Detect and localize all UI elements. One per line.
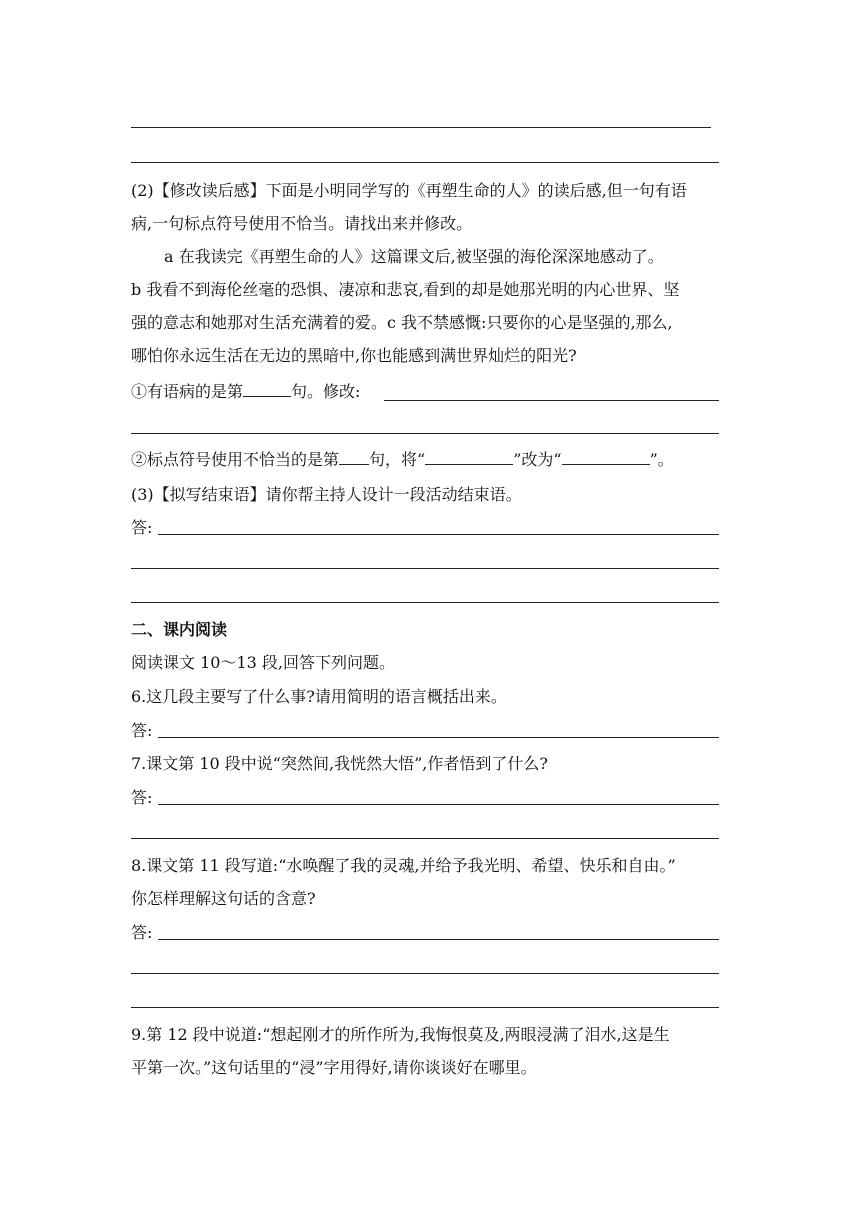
q3-prompt: (3)【拟写结束语】请你帮主持人设计一段活动结束语。 [131,485,522,504]
sentence-blank[interactable] [243,381,291,397]
q8-answer-label: 答: [131,923,153,942]
sentence-blank[interactable] [339,449,369,465]
q2-passage-line1: a 在我读完《再塑生命的人》这篇课文后,被坚强的海伦深深地感动了。 [164,247,664,266]
q6-answer-label: 答: [131,721,153,740]
q9-prompt-line2: 平第一次。”这句话里的“浸”字用得好,请你谈谈好在哪里。 [131,1058,537,1077]
answer-line[interactable] [131,1007,719,1008]
q2-prompt-line2: 病,一句标点符号使用不恰当。请找出来并修改。 [131,214,473,233]
q7-answer-label: 答: [131,788,153,807]
answer-line[interactable] [131,127,711,128]
q2-sub2-end: ”。 [649,450,674,469]
q2-sub2-mid: 句，将“ [369,450,426,469]
section-intro: 阅读课文 10～13 段,回答下列问题。 [131,653,395,672]
q6-prompt: 6.这几段主要写了什么事?请用简明的语言概括出来。 [131,687,507,706]
answer-line[interactable] [384,400,719,401]
q8-prompt-line2: 你怎样理解这句话的含意? [131,889,316,908]
new-punct-blank[interactable] [562,449,650,465]
answer-line[interactable] [158,737,719,738]
answer-line[interactable] [158,939,719,940]
section-heading: 二、课内阅读 [131,620,228,639]
q2-sub2-change: ”改为“ [513,450,562,469]
q2-sub1 [131,381,360,403]
q9-prompt-line1: 9.第 12 段中说道:“想起刚才的所作所为,我悔恨莫及,两眼浸满了泪水,这是生 [131,1025,670,1044]
q2-prompt-line1: (2)【修改读后感】下面是小明同学写的《再塑生命的人》的读后感,但一句有语 [131,181,687,200]
answer-line[interactable] [131,602,719,603]
q8-prompt-line1: 8.课文第 11 段写道:“水唤醒了我的灵魂,并给予我光明、希望、快乐和自由。” [131,856,676,875]
q3-answer-label: 答: [131,518,153,537]
q2-passage-line3: 强的意志和她那对生活充满着的爱。c 我不禁感慨:只要你的心是坚强的,那么, [131,313,673,332]
q2-passage-line2: b 我看不到海伦丝毫的恐惧、凄凉和悲哀,看到的却是她那光明的内心世界、坚 [131,280,680,299]
original-punct-blank[interactable] [425,449,513,465]
answer-line[interactable] [131,162,719,163]
q2-sub1-fix-label: 句。修改: [291,382,361,401]
answer-line[interactable] [131,973,719,974]
q2-sub1-label: ①有语病的是第 [131,382,244,401]
q2-sub2-label: ②标点符号使用不恰当的是第 [131,450,340,469]
q2-sub2 [131,449,674,471]
answer-line[interactable] [131,838,719,839]
q2-passage-line4: 哪怕你永远生活在无边的黑暗中,你也能感到满世界灿烂的阳光? [131,346,577,365]
answer-line[interactable] [158,534,719,535]
answer-line[interactable] [158,804,719,805]
answer-line[interactable] [131,433,719,434]
q7-prompt: 7.课文第 10 段中说“突然间,我恍然大悟”,作者悟到了什么? [131,754,548,773]
answer-line[interactable] [131,568,719,569]
